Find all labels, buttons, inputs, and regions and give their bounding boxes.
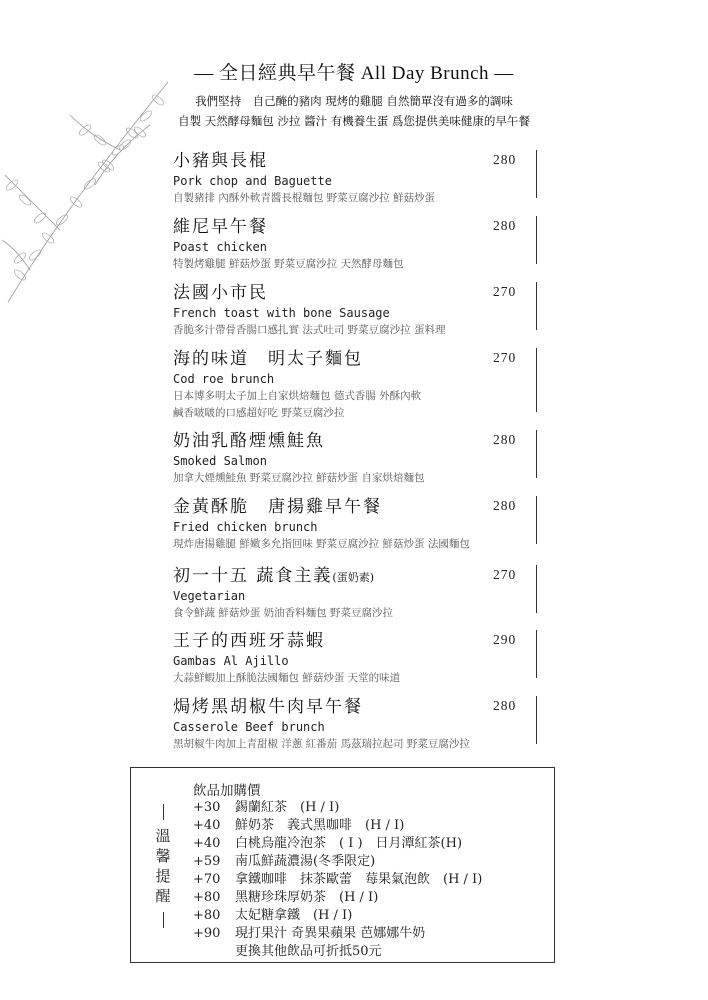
drink-addon-box xyxy=(130,767,555,963)
item-description: 大蒜鮮蝦加上酥脆法國麵包 鮮菇炒蛋 天堂的味道 xyxy=(173,672,401,684)
divider xyxy=(163,912,164,928)
addon-name: 現打果汁 奇異果蘋果 芭娜娜牛奶 xyxy=(235,926,426,941)
addon-row xyxy=(193,835,482,853)
side-label-text: 溫 馨 提 醒 xyxy=(155,827,171,905)
addon-footer: 更換其他飲品可折抵50元 xyxy=(235,944,382,959)
menu-item xyxy=(173,430,543,487)
menu-item xyxy=(173,216,543,273)
intro-line: 自製 天然酵母麵包 沙拉 醬汁 有機養生蛋 爲您提供美味健康的早午餐 xyxy=(178,114,530,128)
item-price: 280 xyxy=(493,698,517,713)
item-description: 自製豬排 內酥外軟青醬長棍麵包 野菜豆腐沙拉 鮮菇炒蛋 xyxy=(173,192,436,204)
addon-price: +90 xyxy=(193,926,221,941)
item-name-en: Pork chop and Baguette xyxy=(173,174,332,188)
price-divider xyxy=(536,348,537,412)
item-name-zh: 奶油乳酪煙燻鮭魚 xyxy=(173,431,325,451)
item-price: 270 xyxy=(493,350,517,365)
item-price: 270 xyxy=(493,284,517,299)
item-name-en: French toast with bone Sausage xyxy=(173,306,390,320)
item-name-zh: 初一十五 蔬食主義(蛋奶素) xyxy=(173,566,374,586)
menu-item xyxy=(173,565,543,622)
addon-price: +80 xyxy=(193,908,221,923)
addon-price: +59 xyxy=(193,854,221,869)
item-name-en: Vegetarian xyxy=(173,589,246,603)
item-name-en: Casserole Beef brunch xyxy=(173,720,325,734)
item-description: 加拿大煙燻鮭魚 野菜豆腐沙拉 鮮菇炒蛋 自家烘焙麵包 xyxy=(173,472,425,484)
addon-price: +30 xyxy=(193,800,221,815)
price-divider xyxy=(536,150,537,198)
addon-row xyxy=(193,817,482,835)
item-description: 鹹香啵啵的口感超好吃 野菜豆腐沙拉 xyxy=(173,407,345,419)
item-description: 日本博多明太子加上自家烘焙麵包 德式香腸 外酥內軟 xyxy=(173,390,422,402)
price-divider xyxy=(536,282,537,330)
side-label xyxy=(153,804,173,928)
menu-item xyxy=(173,282,543,339)
item-name-en: Smoked Salmon xyxy=(173,454,267,468)
addon-row xyxy=(193,799,482,817)
price-divider xyxy=(536,696,537,744)
item-name-zh: 海的味道 明太子麵包 xyxy=(173,349,363,369)
price-divider xyxy=(536,565,537,613)
addon-name: 鮮奶茶 義式黑咖啡 (H / I) xyxy=(235,818,405,833)
price-divider xyxy=(536,496,537,544)
item-price: 290 xyxy=(493,632,517,647)
addon-name: 太妃糖拿鐵 (H / I) xyxy=(235,908,353,923)
item-price: 280 xyxy=(493,432,517,447)
addon-row xyxy=(193,907,482,925)
item-name-en: Cod roe brunch xyxy=(173,372,275,386)
item-price: 270 xyxy=(493,567,517,582)
item-price: 280 xyxy=(493,152,517,167)
addon-heading: 飲品加購價 xyxy=(193,783,261,799)
addon-row xyxy=(193,871,482,889)
addon-name: 黑糖珍珠厚奶茶 (H / I) xyxy=(235,890,379,905)
item-name-zh: 維尼早午餐 xyxy=(173,217,268,237)
item-name-zh: 金黃酥脆 唐揚雞早午餐 xyxy=(173,497,382,517)
menu-item xyxy=(173,496,543,553)
item-name-zh: 法國小市民 xyxy=(173,283,268,303)
intro-line: 我們堅持 自己醃的豬肉 現烤的雞腿 自然簡單沒有過多的調味 xyxy=(195,94,513,108)
price-divider xyxy=(536,430,537,478)
addon-name: 拿鐵咖啡 抹茶歐蕾 莓果氣泡飲 (H / I) xyxy=(235,872,483,887)
addon-row xyxy=(193,853,482,871)
addon-price: +40 xyxy=(193,836,221,851)
item-price: 280 xyxy=(493,218,517,233)
divider xyxy=(163,804,164,820)
item-description: 現炸唐揚雞腿 鮮嫩多允指回味 野菜豆腐沙拉 鮮菇炒蛋 法國麵包 xyxy=(173,538,470,550)
addon-name: 白桃烏龍冷泡茶 ( I ) 日月潭紅茶(H) xyxy=(235,836,463,851)
addon-row xyxy=(193,925,482,943)
item-description: 特製烤雞腿 鮮菇炒蛋 野菜豆腐沙拉 天然酵母麵包 xyxy=(173,258,404,270)
addon-price: +70 xyxy=(193,872,221,887)
addon-row xyxy=(193,889,482,907)
item-description: 香脆多汁帶骨香腸口感扎實 法式吐司 野菜豆腐沙拉 蛋料理 xyxy=(173,324,446,336)
addon-name: 南瓜鮮蔬濃湯(冬季限定) xyxy=(235,854,376,869)
addon-price: +80 xyxy=(193,890,221,905)
addon-price: +40 xyxy=(193,818,221,833)
price-divider xyxy=(536,216,537,264)
menu-item xyxy=(173,630,543,687)
item-name-en: Poast chicken xyxy=(173,240,267,254)
page-title: — 全日經典早午餐 All Day Brunch — xyxy=(194,63,514,84)
menu-item xyxy=(173,150,543,207)
item-name-zh: 焗烤黑胡椒牛肉早午餐 xyxy=(173,697,363,717)
addon-list xyxy=(193,799,482,961)
item-price: 280 xyxy=(493,498,517,513)
item-name-zh: 小豬與長棍 xyxy=(173,151,268,171)
item-note: (蛋奶素) xyxy=(332,571,374,584)
item-name-en: Fried chicken brunch xyxy=(173,520,318,534)
menu-item xyxy=(173,696,543,753)
item-name-en: Gambas Al Ajillo xyxy=(173,654,289,668)
menu-item xyxy=(173,348,543,422)
item-description: 黑胡椒牛肉加上青甜椒 洋蔥 紅番茄 馬茲瑞拉起司 野菜豆腐沙拉 xyxy=(173,738,470,750)
item-description: 食令鮮蔬 鮮菇炒蛋 奶油香料麵包 野菜豆腐沙拉 xyxy=(173,607,394,619)
price-divider xyxy=(536,630,537,678)
item-name-zh: 王子的西班牙蒜蝦 xyxy=(173,631,325,651)
addon-name: 錫蘭紅茶 (H / I) xyxy=(235,800,340,815)
